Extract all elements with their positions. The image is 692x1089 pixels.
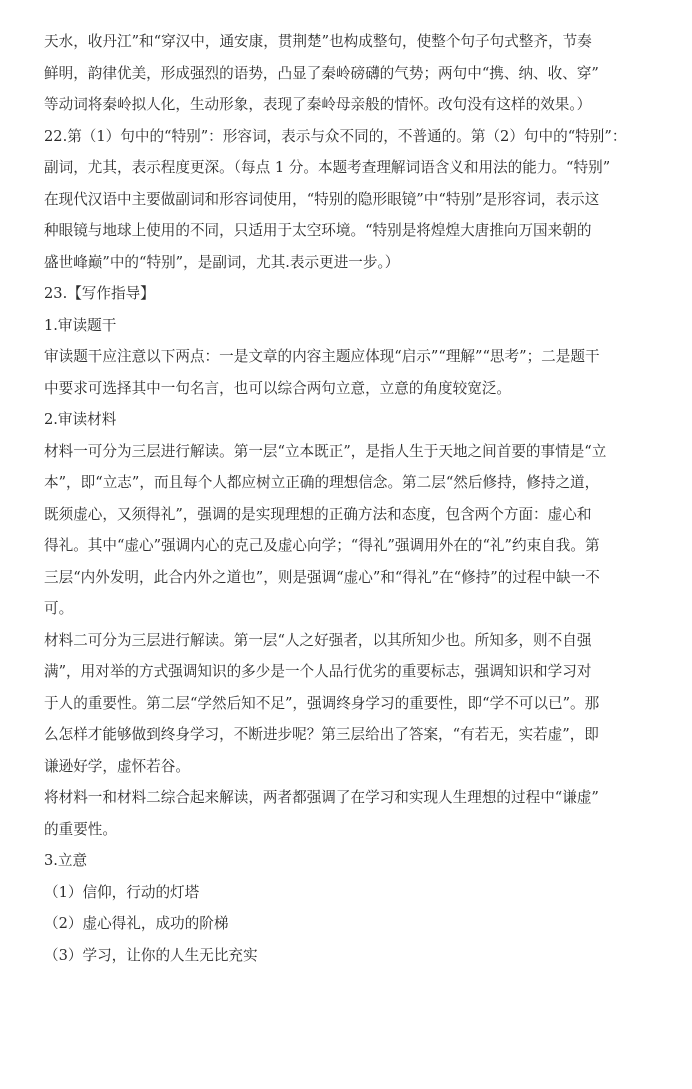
text-line: 材料二可分为三层进行解读。第一层“人之好强者，以其所知少也。所知多，则不自强 [44,631,592,649]
section-3-title: 3.立意 [44,852,88,869]
section-2-combined [44,782,664,845]
text-line: 么怎样才能够做到终身学习，不断进步呢？第三层给出了答案，“有若无，实若虚”，即 [44,726,599,743]
text-line: 满”，用对举的方式强调知识的多少是一个人品行优劣的重要标志，强调知识和学习对 [44,663,592,680]
section-2-material-2 [44,625,664,783]
text-line: 审读题干应注意以下两点：一是文章的内容主题应体现“启示”“理解”“思考”；二是题干 [44,348,600,365]
text-line: 鲜明，韵律优美，形成强烈的语势，凸显了秦岭磅礴的气势；两句中“携、纳、收、穿” [44,64,599,82]
text-line: 等动词将秦岭拟人化，生动形象，表现了秦岭母亲般的情怀。改句没有这样的效果。） [44,96,592,113]
paragraph-q21-end [44,26,664,121]
text-line: 22.第（1）句中的“特别”：形容词，表示与众不同的，不普通的。第（2）句中的“特别”： [44,127,627,145]
text-line: 中要求可选择其中一句名言，也可以综合两句立意，立意的角度较宽泛。 [44,379,512,397]
text-line: 在现代汉语中主要做副词和形容词使用，“特别的隐形眼镜”中“特别”是形容词，表示这 [44,190,600,208]
text-line: 副词，尤其，表示程度更深。（每点 1 分。本题考查理解词语含义和用法的能力。“特别” [44,159,611,176]
text-line: 得礼。其中“虚心”强调内心的克己及虚心向学；“得礼”强调用外在的“礼”约束自我。第 [44,537,600,554]
text-line: 可。 [44,600,74,617]
q23-heading: 23.【写作指导】 [44,285,155,302]
text-line: 于人的重要性。第二层“学然后知不足”，强调终身学习的重要性，即“学不可以已”。那 [44,694,600,712]
text-line: 三层“内外发明，此合内外之道也”，则是强调“虚心”和“得礼”在“修持”的过程中缺一不 [44,568,600,586]
section-1-body [44,341,664,404]
thesis-item-1: （1）信仰，行动的灯塔 [44,883,200,901]
text-line: 盛世峰巅”中的“特别”，是副词，尤其.表示更进一步。） [44,253,400,271]
section-2-material-1 [44,436,664,625]
text-line: 既须虚心，又须得礼”，强调的是实现理想的正确方法和态度，包含两个方面：虚心和 [44,505,592,523]
text-line: 将材料一和材料二综合起来解读，两者都强调了在学习和实现人生理想的过程中“谦虚” [44,789,599,806]
text-line: 谦逊好学，虚怀若谷。 [44,757,190,775]
text-line: 本”，即“立志”，而且每个人都应树立正确的理想信念。第二层“然后修持，修持之道， [44,474,600,491]
text-line: 天水，收丹江”和“穿汉中，通安康，贯荆楚”也构成整句，使整个句子句式整齐，节奏 [44,33,592,50]
text-line: 种眼镜与地球上使用的不同，只适用于太空环境。“特别是将煌煌大唐推向万国来朝的 [44,222,592,239]
section-2-title: 2.审读材料 [44,411,117,428]
thesis-item-2: （2）虚心得礼，成功的阶梯 [44,915,229,932]
section-1-title: 1.审读题干 [44,316,117,334]
paragraph-q22 [44,121,664,279]
text-line: 材料一可分为三层进行解读。第一层“立本既正”，是指人生于天地之间首要的事情是“立 [44,442,607,460]
thesis-item-3: （3）学习，让你的人生无比充实 [44,946,258,964]
text-line: 的重要性。 [44,820,117,838]
